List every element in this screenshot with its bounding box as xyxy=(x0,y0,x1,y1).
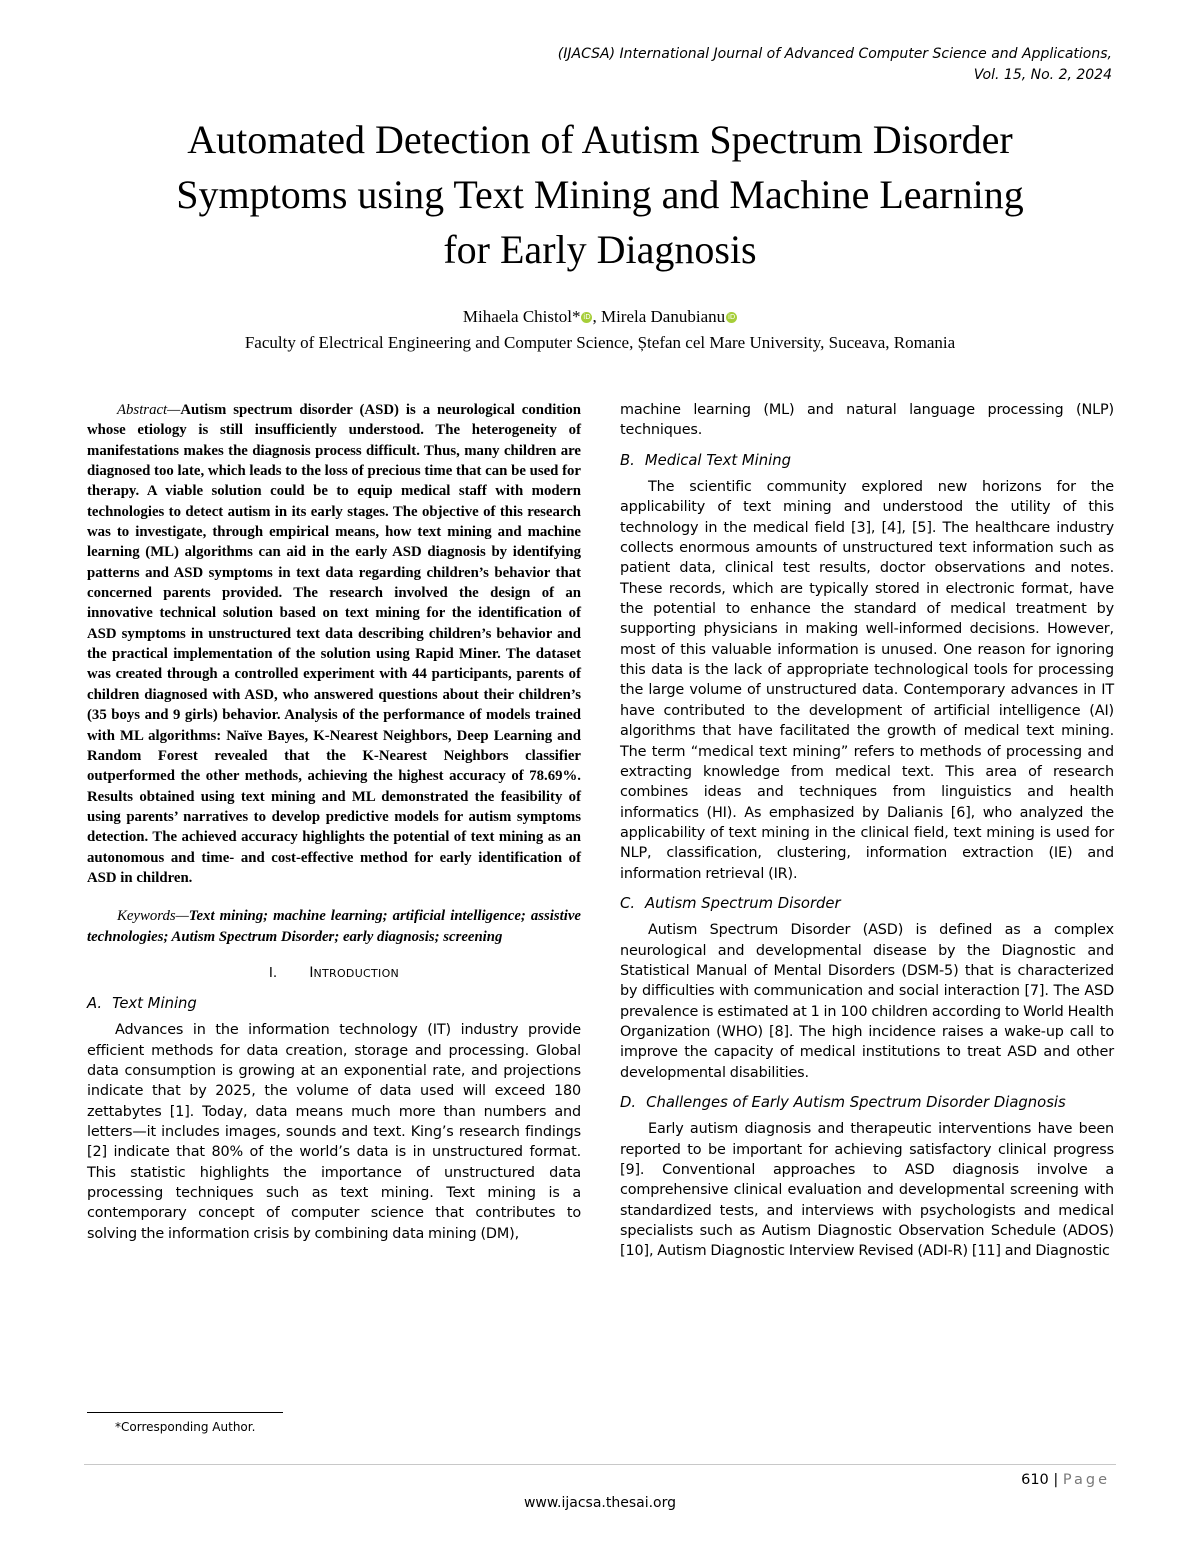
journal-volume: Vol. 15, No. 2, 2024 xyxy=(973,67,1112,83)
abstract-text: Autism spectrum disorder (ASD) is a neurological condition whose etiology is still insufficiently understood. The heterogeneity of manifestations makes the diagnosis process difficult. Thus, many children are diagnosed too late, which leads to the loss of precious time that can be used for therapy. A viable solution could be to equip medical staff with modern technologies to detect autism in its early stages. The objective of this research was to investigate, through empirical means, how text mining and machine learning (ML) algorithms can aid in the early ASD diagnosis by identifying patterns and ASD symptoms in text data regarding children’s behavior that concerned parents provided. The research involved the design of an innovative technical solution based on text mining for the identification of ASD symptoms in unstructured text data describing children’s behavior and the practical implementation of the solution using Rapid Miner. The dataset was created through a controlled experiment with 44 participants, parents of children diagnosed with ASD, who answered questions about their children’s (35 boys and 9 girls) behavior. Analysis of the performance of models trained with ML algorithms: Naïve Bayes, K-Nearest Neighbors, Deep Learning and Random Forest revealed that the K-Nearest Neighbors classifier outperformed the other methods, achieving the highest accuracy of 78.69%. Results obtained using text mining and ML demonstrated the feasibility of using parents’ narratives to develop predictive models for autism symptoms detection. The achieved accuracy highlights the potential of text mining as an autonomous and time- and cost-effective method for early identification of ASD in children. xyxy=(87,402,581,886)
author-name: Mihaela Chistol* xyxy=(462,307,581,326)
section-title-initial: I xyxy=(309,964,314,981)
orcid-icon[interactable]: iD xyxy=(583,313,591,321)
abstract-label: Abstract— xyxy=(117,402,181,418)
subsection-heading xyxy=(620,1093,1114,1113)
body-paragraph: Early autism diagnosis and therapeutic interventions have been reported to be important for achieving satisfactory clinical progress [9]. Conventional approaches to ASD diagnosis involve a comprehensive clinical evaluation and developmental screening with standardized tests, and interviews with psychologists and medical specialists such as Autism Diagnostic Observation Schedule (ADOS) [10], Autism Diagnostic Interview Revised (ADI-R) [11] and Diagnostic xyxy=(620,1121,1114,1260)
footnote-divider xyxy=(87,1412,283,1413)
abstract xyxy=(87,400,581,888)
body-paragraph: The scientific community explored new horizons for the applicability of text mining and understood the utility of this technology in the medical field [3], [4], [5]. The healthcare industry collects enormous amounts of unstructured text information such as patient data, clinical test results, doctor observations and notes. These records, which are typically stored in electronic format, have the potential to enhance the standard of medical treatment by supporting physicians in making well-informed decisions. However, most of this valuable information is unused. One reason for ignoring this data is the lack of appropriate technological tools for processing the large volume of unstructured data. Contemporary advances in IT have contributed to the development of artificial intelligence (AI) algorithms that have facilitated the growth of medical text mining. The term “medical text mining” refers to methods of processing and extracting knowledge from medical text. This area of research combines ideas and techniques from linguistics and health informatics (HI). As emphasized by Dalianis [6], who analyzed the applicability of text mining in the clinical field, text mining is used for NLP, classification, clustering, information extraction (IE) and information retrieval (IR). xyxy=(620,479,1114,882)
author-separator: , xyxy=(592,307,601,326)
title-line-2: Symptoms using Text Mining and Machine Learning xyxy=(176,172,1024,217)
keywords-text: Text mining; machine learning; artificial intelligence; assistive technologies; Autism Spectrum Disorder; early diagnosis; screening xyxy=(87,908,581,945)
journal-name: (IJACSA) International Journal of Advanced Computer Science and Applications, xyxy=(557,46,1112,62)
author-list xyxy=(0,306,1200,328)
body-paragraph: Advances in the information technology (IT) industry provide efficient methods for data creation, storage and processing. Global data consumption is growing at an exponential rate, and projections indicate that by 2025, the volume of data used will exceed 180 zettabytes [1]. Today, data means much more than numbers and letters—it includes images, sounds and text. King’s research findings [2] indicate that 80% of the world’s data is in unstructured format. This statistic highlights the importance of unstructured data processing techniques such as text mining. Text mining is a contemporary concept of computer science that contributes to solving the information crisis by combining data mining (DM), xyxy=(87,1022,581,1242)
section-number: I. xyxy=(268,964,278,981)
subsection-title: Text Mining xyxy=(112,994,197,1012)
subsection-letter: D. xyxy=(620,1094,637,1111)
page-label: Page xyxy=(1062,1472,1110,1488)
title-line-1: Automated Detection of Autism Spectrum Disorder xyxy=(187,117,1013,162)
page-number-value: 610 xyxy=(1021,1472,1049,1488)
subsection-letter: C. xyxy=(620,894,636,912)
keywords-label: Keywords— xyxy=(117,908,189,925)
section-heading xyxy=(87,963,581,984)
keywords xyxy=(87,906,581,947)
subsection-heading xyxy=(620,451,1114,471)
subsection-heading xyxy=(620,894,1114,914)
paper-title xyxy=(60,112,1140,277)
title-line-3: for Early Diagnosis xyxy=(443,227,757,272)
orcid-icon[interactable]: iD xyxy=(727,313,736,321)
subsection-title: Autism Spectrum Disorder xyxy=(645,894,841,912)
subsection-heading xyxy=(87,994,581,1014)
right-column xyxy=(620,400,1114,1262)
page-number-separator: | xyxy=(1048,1472,1063,1488)
subsection-title: Challenges of Early Autism Spectrum Disorder Diagnosis xyxy=(646,1094,1066,1111)
author-affiliation: Faculty of Electrical Engineering and Computer Science, Ștefan cel Mare University, Suceava, Romania xyxy=(244,333,956,352)
journal-website-link[interactable]: www.ijacsa.thesai.org xyxy=(523,1495,677,1511)
footer-divider xyxy=(84,1464,1116,1465)
page-number xyxy=(1021,1470,1110,1490)
author-name: Mirela Danubianu xyxy=(600,307,726,326)
body-paragraph-continued: machine learning (ML) and natural language processing (NLP) techniques. xyxy=(620,402,1114,439)
section-title-rest: NTRODUCTION xyxy=(313,966,400,980)
subsection-letter: A. xyxy=(87,994,103,1012)
journal-running-head xyxy=(412,44,1112,86)
body-paragraph: Autism Spectrum Disorder (ASD) is defined as a complex neurological and developmental disease by the Diagnostic and Statistical Manual of Mental Disorders (DSM-5) that is characterized by difficulties with communication and social interaction [7]. The ASD prevalence is estimated at 1 in 100 children according to World Health Organization (WHO) [8]. The high incidence raises a wake-up call to improve the capacity of medical institutions to treat ASD and other developmental disabilities. xyxy=(620,922,1114,1081)
footnote: *Corresponding Author. xyxy=(115,1420,256,1434)
subsection-letter: B. xyxy=(620,451,635,469)
left-column xyxy=(87,400,581,1244)
subsection-title: Medical Text Mining xyxy=(644,451,791,469)
